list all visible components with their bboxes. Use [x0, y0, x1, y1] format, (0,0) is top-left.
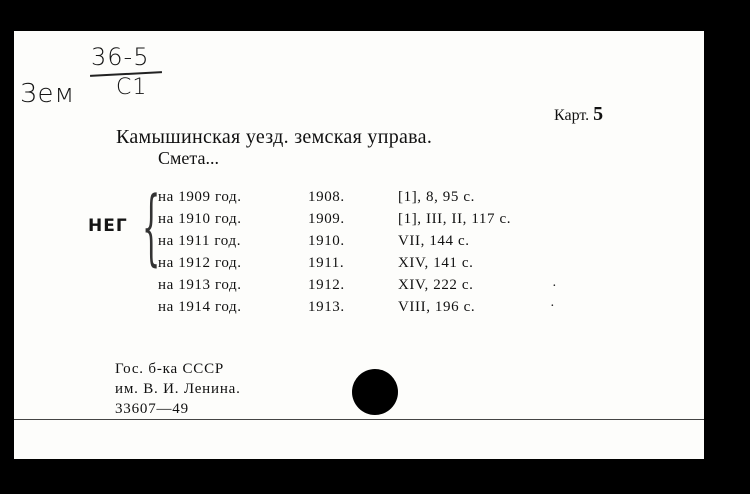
catalog-card: [14, 31, 704, 459]
handwritten-shelfmark-numerator: 36-5: [91, 43, 150, 71]
punch-hole: [352, 369, 398, 415]
card-number: [554, 103, 603, 126]
volume-pagination: [1], 8, 95 с.: [398, 189, 475, 205]
card-number-label: Карт.: [554, 107, 590, 124]
volume-year: на 1912 год.: [158, 255, 242, 271]
library-stamp: [115, 359, 241, 419]
record-subtitle: Смета...: [158, 148, 219, 168]
volume-year: на 1913 год.: [158, 277, 242, 293]
volume-pagination: XIV, 222 с.: [398, 277, 474, 293]
volume-pagination: XIV, 141 с.: [398, 255, 474, 271]
volume-pagination: [1], III, II, 117 с.: [398, 211, 512, 227]
library-name-line2: им. В. И. Ленина.: [115, 381, 241, 397]
handwritten-side-note: НЕГ: [88, 216, 128, 236]
volume-published: 1913.: [308, 299, 345, 315]
volume-published: 1911.: [308, 255, 345, 271]
handwritten-prefix: Зем: [20, 79, 76, 109]
library-name: Гос. б-ка СССР: [115, 361, 225, 377]
volume-published: 1908.: [308, 189, 345, 205]
handwritten-brace-icon: {: [142, 180, 161, 275]
record-title: Камышинская уезд. земская управа.: [116, 126, 433, 148]
card-bottom-edge: [14, 419, 704, 421]
library-accession-number: 33607—49: [115, 401, 189, 417]
pencil-tick-mark: ·: [552, 279, 557, 294]
volume-year: на 1910 год.: [158, 211, 242, 227]
volume-published: 1912.: [308, 277, 345, 293]
volume-published: 1910.: [308, 233, 345, 249]
pencil-tick-mark: ·: [550, 299, 555, 314]
volume-published: 1909.: [308, 211, 345, 227]
volume-year: на 1909 год.: [158, 189, 242, 205]
handwritten-shelfmark-denominator: C1: [116, 75, 148, 100]
volume-year: на 1911 год.: [158, 233, 242, 249]
volume-pagination: VIII, 196 с.: [398, 299, 476, 315]
volume-year: на 1914 год.: [158, 299, 242, 315]
volume-pagination: VII, 144 с.: [398, 233, 470, 249]
card-number-value: 5: [593, 103, 604, 125]
